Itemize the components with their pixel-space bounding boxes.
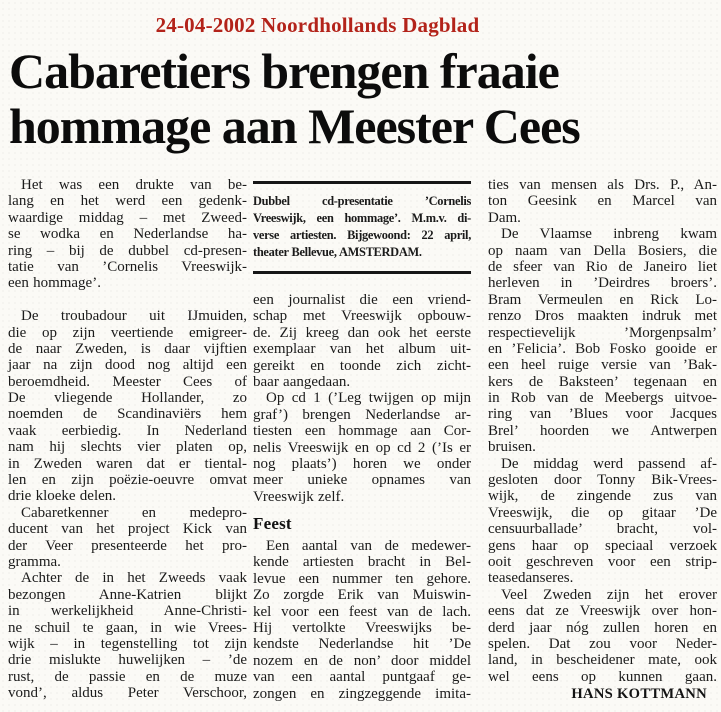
text-line: theater Bellevue, AMSTERDAM. (253, 245, 422, 259)
headline (9, 44, 713, 154)
text-line: gereikt en toonde zich zicht- (253, 357, 471, 374)
text-line: Zo zorgde Erik van Muiswin- (253, 587, 471, 604)
text-line: ducent van het project Kick van (8, 521, 247, 538)
dateline: 24-04-2002 Noordhollands Dagblad (155, 13, 480, 37)
text-line: der Veer presenteerde het pro- (8, 537, 247, 554)
byline: HANS KOTTMANN (571, 686, 707, 703)
text-line: gens haar op speciaal verzoek (488, 537, 717, 554)
paragraph (253, 538, 471, 702)
text-line: jaar na zijn dood nog altijd een (8, 357, 247, 374)
text-line: rust, de passie en de muze (8, 668, 247, 685)
paragraph (253, 292, 471, 390)
text-line: Brel’ hoorden we Antwerpen (488, 422, 717, 439)
text-line: Dam. (488, 209, 521, 226)
text-line: kel voor een feest van de lach. (253, 603, 471, 620)
text-line: wel eens op kunnen gaan. (488, 668, 717, 685)
text-line: lang en het werd een gedenk- (8, 193, 247, 210)
paragraph (488, 456, 717, 587)
text-line: een heel ruige versie van ’Bak- (488, 357, 717, 374)
text-line: kendste Nederlandse hit ’De (253, 636, 471, 653)
text-line: tatie van ’Cornelis Vreeswijk- (8, 258, 247, 275)
cd-presentation-infobox (253, 181, 471, 274)
text-line: Veel Zweden zijn het erover (501, 586, 717, 603)
paragraph (253, 390, 471, 505)
text-line: verse artiesten. Bijgewoond: 22 april, (253, 228, 471, 242)
text-line: van een aantal puntgaaf ge- (253, 669, 471, 686)
text-line: Bram Vermeulen en Rick Lo- (488, 291, 717, 308)
text-line: len en zijn poëzie-oeuvre omvat (8, 472, 247, 489)
text-line: eens dat ze Vreeswijk over hon- (488, 603, 717, 620)
text-line: ring – bij de dubbel cd-presen- (8, 242, 247, 259)
text-line: schap met Vreeswijk opbouw- (253, 308, 471, 325)
text-line: vaak eerbiedig. In Nederland (8, 422, 247, 439)
text-line: bruisen. (488, 439, 536, 456)
text-line: se wodka en Nederlandse ha- (8, 226, 247, 243)
text-line: De middag werd passend af- (501, 455, 717, 472)
paragraph (8, 505, 247, 571)
text-line: De Vlaamse inbreng kwam (501, 226, 717, 243)
text-line: exemplaar van het album uit- (253, 341, 471, 358)
text-line: noemden de Scandinaviërs hem (8, 406, 247, 423)
text-line: Achter de in het Zweeds vaak (21, 570, 247, 587)
paragraph (8, 308, 247, 505)
text-line: meer unieke opnames van (253, 472, 471, 489)
text-line: spelen. Dat zou voor Neder- (488, 635, 717, 652)
text-line: nog plaats’) horen we onder (253, 455, 471, 472)
paragraph (488, 587, 717, 685)
text-line: Dubbel cd-presentatie ’Cornelis (253, 194, 471, 208)
text-line: in Zweden waren dat er tiental- (8, 455, 247, 472)
text-line: in Rob van de Meebergs uitvoe- (488, 390, 717, 407)
headline-line-2: hommage aan Meester Cees (9, 98, 580, 154)
text-line: nozem en de non’ door middel (253, 652, 471, 669)
headline-line-1: Cabaretiers brengen fraaie (9, 43, 559, 99)
text-line: Vreeswijk zelf. (253, 488, 345, 505)
text-line: een hommage’. (8, 275, 101, 292)
paragraph (488, 177, 717, 226)
text-line: levue een nummer ten gehore. (253, 570, 471, 587)
text-line: een journalist die een vriend- (253, 292, 471, 308)
section-subheading: Feest (253, 514, 292, 534)
text-line: Vreeswijk, die op gitaar ’De (488, 504, 717, 521)
paragraph (488, 226, 717, 455)
text-line: renzo Dros maakten indruk met (488, 308, 717, 325)
text-line: Op cd 1 (’Leg twijgen op mijn (266, 390, 471, 407)
paragraph (8, 177, 247, 292)
text-line: graf’) brengen Nederlandse ar- (253, 406, 471, 423)
text-line: Hij vertolkte Vreeswijks be- (253, 620, 471, 637)
column-2 (253, 177, 471, 702)
text-line: land, in bescheidener mate, ook (488, 652, 717, 669)
text-line: nam hij slechts vier platen op, (8, 439, 247, 456)
text-line: gesloten door Tonny Bik-Vrees- (488, 472, 717, 489)
text-line: drie kloeke delen. (8, 488, 117, 505)
text-line: de. Zij kreeg dan ook het eerste (253, 324, 471, 341)
text-line: respectievelijk ’Morgenpsalm’ (488, 324, 717, 341)
column-3 (488, 177, 717, 703)
text-line: wijk, de zingende zus van (488, 488, 717, 505)
text-line: ties van mensen als Drs. P., An- (488, 177, 717, 193)
column-1 (8, 177, 247, 702)
text-line: vond’, aldus Peter Verschoor, (8, 685, 247, 702)
text-line: herleven in ’Deirdres broers’. (488, 275, 717, 292)
text-line: Een aantal van de medewer- (266, 538, 471, 555)
text-line: beroemdheid. Meester Cees of (8, 373, 247, 390)
text-line: de naar Zweden, is daar vijftien (8, 340, 247, 357)
text-line: censuurballade’ bracht, vol- (488, 521, 717, 538)
text-line: zongen en zingzeggende imita- (253, 685, 471, 702)
text-line: die op zijn veertiende emigreer- (8, 324, 247, 341)
text-line: drie mislukte huwelijken – ’de (8, 652, 247, 669)
text-line: baar aangedaan. (253, 373, 351, 390)
article-columns (0, 177, 721, 703)
text-line: bezongen Anne-Katrien blijkt (8, 586, 247, 603)
text-line: wijk – in tegenstelling tot zijn (8, 635, 247, 652)
text-line: gramma. (8, 553, 61, 570)
text-line: op naam van Della Bosiers, die (488, 242, 717, 259)
text-line: nelis Vreeswijk en op cd 2 (’Is er (253, 439, 471, 456)
text-line: ring van ’Blues voor Jacques (488, 406, 717, 423)
text-line: Vreeswijk, een hommage’. M.m.v. di- (253, 211, 471, 225)
text-line: kers de Baksteen’ tegenaan en (488, 373, 717, 390)
text-line: in werkelijkheid Anne-Christi- (8, 603, 247, 620)
text-line: De troubadour uit IJmuiden, (21, 308, 247, 325)
text-line: derd jaar nóg zullen horen en (488, 619, 717, 636)
text-line: ne schuil te gaan, in wie Vrees- (8, 619, 247, 636)
text-line: teasedanseres. (488, 570, 574, 587)
paragraph (8, 570, 247, 701)
text-line: Cabaretkenner en medepro- (21, 504, 247, 521)
text-line: De vliegende Hollander, zo (8, 390, 247, 407)
text-line: Het was een drukte van be- (21, 177, 247, 193)
text-line: waardige middag – met Zweed- (8, 209, 247, 226)
text-line: en ’Felicia’. Bob Fosko gooide er (488, 340, 717, 357)
text-line: kende artiesten bracht in Bel- (253, 554, 471, 571)
text-line: ooit geschreven voor een strip- (488, 553, 717, 570)
text-line: tiesten een hommage aan Cor- (253, 423, 471, 440)
text-line: ton Geesink en Marcel van (488, 193, 717, 210)
text-line: de sfeer van Rio de Janeiro liet (488, 258, 717, 275)
